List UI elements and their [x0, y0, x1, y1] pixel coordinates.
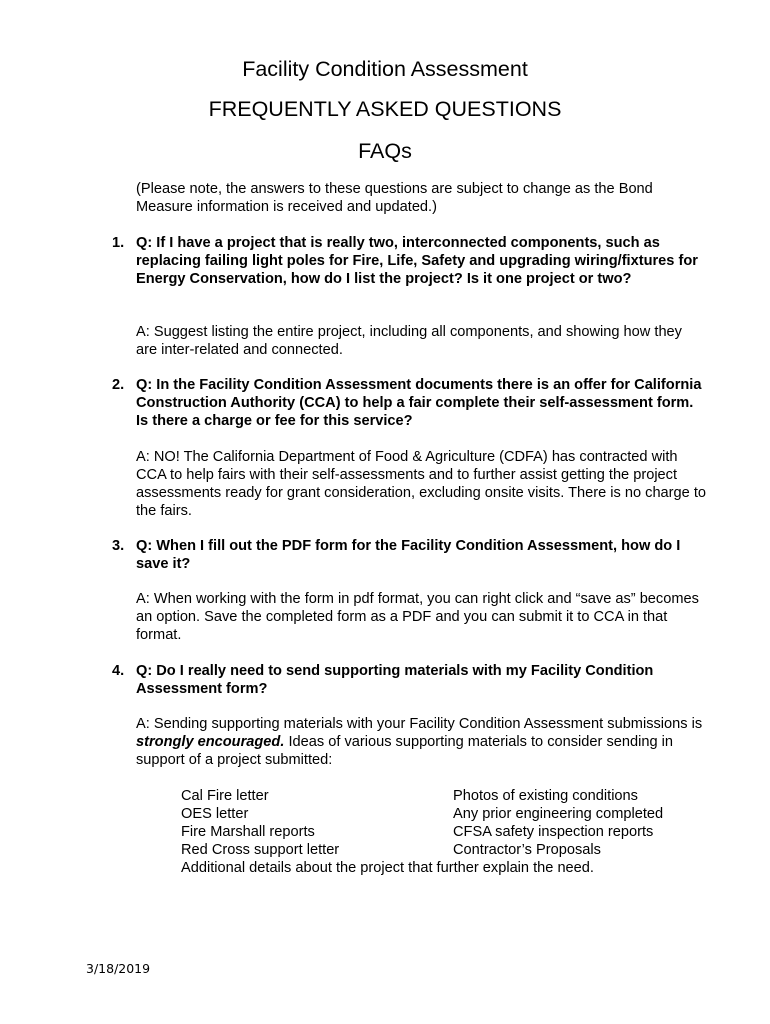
document-short-title: FAQs: [358, 139, 412, 163]
list-item: Photos of existing conditions: [453, 788, 638, 804]
faq-4-answer-emphasis: strongly encouraged.: [136, 734, 285, 750]
faq-3-question: Q: When I fill out the PDF form for the Facility Condition Assessment, how do I save it?: [136, 538, 681, 572]
faq-3-number: 3.: [112, 538, 125, 554]
materials-right-list: [453, 787, 663, 859]
faq-3-answer: A: When working with the form in pdf format, you can right click and “save as” becomes an option. Save the completed form as a PDF and you can submit it to CCA in that format.: [136, 591, 699, 643]
faq-4-number: 4.: [112, 663, 125, 679]
faq-4-question: Q: Do I really need to send supporting materials with my Facility Condition Assessment form?: [136, 663, 654, 697]
materials-additional: Additional details about the project that further explain the need.: [181, 860, 594, 876]
list-item: Fire Marshall reports: [181, 824, 315, 840]
list-item: OES letter: [181, 806, 249, 822]
faq-2-question: Q: In the Facility Condition Assessment documents there is an offer for California Construction Authority (CCA) to help a fair complete their self-assessment form. Is there a charge or fee for this service?: [136, 377, 702, 429]
faq-4-answer-text-start: A: Sending supporting materials with your Facility Condition Assessment submissions is: [136, 716, 703, 732]
list-item: Any prior engineering completed: [453, 806, 664, 822]
faq-2-answer: A: NO! The California Department of Food & Agriculture (CDFA) has contracted with CCA to help fairs with their self-assessments and to further assist getting the project assessments ready for grant consideration, excluding onsite visits. There is no charge to the fairs.: [136, 449, 706, 519]
document-title: Facility Condition Assessment: [242, 57, 528, 81]
list-item: Cal Fire letter: [181, 788, 269, 804]
faq-1-answer: A: Suggest listing the entire project, including all components, and showing how they are inter-related and connected.: [136, 324, 682, 358]
list-item: Contractor’s Proposals: [453, 842, 601, 858]
faq-2-number: 2.: [112, 377, 125, 393]
faq-4-answer-text-end: Ideas of various supporting materials to consider sending in support of a project submitted:: [136, 734, 673, 768]
disclaimer-note: (Please note, the answers to these questions are subject to change as the Bond Measure information is received and updated.): [136, 181, 653, 215]
list-item: Red Cross support letter: [181, 842, 340, 858]
faq-1-number: 1.: [112, 235, 125, 251]
faq-4-answer: [136, 715, 706, 769]
materials-left-list: [181, 787, 339, 859]
list-item: CFSA safety inspection reports: [453, 824, 654, 840]
document-subtitle: FREQUENTLY ASKED QUESTIONS: [208, 97, 562, 121]
faq-1-question: Q: If I have a project that is really two, interconnected components, such as replacing failing light poles for Fire, Life, Safety and upgrading wiring/fixtures for Energy Conservation, how do I list the project? Is it one project or two?: [136, 235, 698, 287]
footer-date: 3/18/2019: [86, 961, 151, 976]
